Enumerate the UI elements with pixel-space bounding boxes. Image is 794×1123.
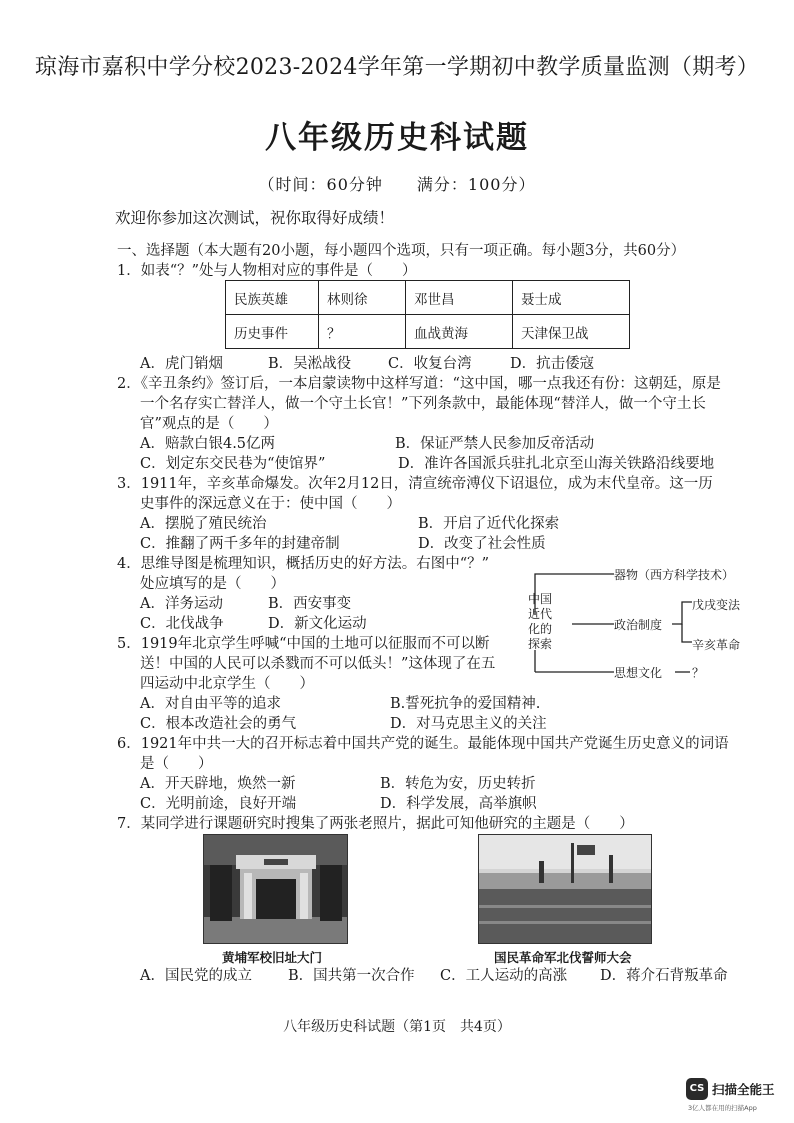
- mind-map-branch-artifacts: 器物（西方科学技术）: [614, 568, 735, 582]
- mind-map-sub-reform: 戊戌变法: [692, 598, 741, 612]
- photo-whampoa-gate-image: [204, 835, 347, 943]
- exam-header: 琼海市嘉积中学分校2023-2024学年第一学期初中教学质量监测（期考）: [34, 55, 760, 80]
- photo-caption: 国民革命军北伐誓师大会: [494, 950, 632, 965]
- option-d: D．对马克思主义的关注: [390, 716, 547, 732]
- table-cell: 天津保卫战: [513, 315, 630, 349]
- scanner-tagline: 3亿人都在用的扫描App: [688, 1104, 757, 1112]
- question-5-line: 四运动中北京学生（ ）: [140, 676, 314, 692]
- scanner-brand: 扫描全能王: [712, 1082, 775, 1097]
- table-cell: 聂士成: [513, 281, 630, 315]
- option-a: A．洋务运动: [140, 596, 223, 612]
- option-c: C．收复台湾: [388, 356, 472, 372]
- table-cell: 民族英雄: [226, 281, 319, 315]
- option-d: D．改变了社会性质: [418, 536, 546, 552]
- welcome-message: 欢迎你参加这次测试，祝你取得好成绩！: [115, 209, 395, 227]
- option-b: B．转危为安，历史转折: [380, 776, 536, 792]
- option-c: C．光明前途，良好开端: [140, 796, 297, 812]
- option-a: A．国民党的成立: [140, 968, 252, 984]
- photo-whampoa-gate: [203, 834, 348, 944]
- question-3-line: 史事件的深远意义在于：使中国（ ）: [140, 496, 401, 512]
- question-7-stem: 7．某同学进行课题研究时搜集了两张老照片，据此可知他研究的主题是（ ）: [117, 816, 634, 832]
- table-cell: ？: [319, 315, 406, 349]
- section-heading: 一、选择题（本大题有20小题，每小题四个选项，只有一项正确。每小题3分，共60分）: [117, 243, 686, 259]
- option-a: A．摆脱了殖民统治: [140, 516, 267, 532]
- mind-map-root: 中国 近代 化的 探索: [528, 592, 553, 651]
- mind-map-unknown: ？: [692, 666, 705, 680]
- question-3-line: 3．1911年，辛亥革命爆发。次年2月12日，清宣统帝溥仪下诏退位，成为末代皇帝。这一历: [117, 476, 713, 492]
- question-6-line: 是（ ）: [140, 756, 213, 772]
- exam-time-score: （时间：60分钟 满分：100分）: [258, 175, 536, 194]
- question-2-line: 官”观点的是（ ）: [140, 416, 278, 432]
- table-cell: 血战黄海: [406, 315, 513, 349]
- question-5-line: 5．1919年北京学生呼喊“中国的土地可以征服而不可以断: [117, 636, 490, 652]
- question-4-line: 4．思维导图是梳理知识，概括历史的好方法。右图中“？”: [117, 556, 490, 572]
- option-d: D．科学发展，高举旗帜: [380, 796, 537, 812]
- option-b: B．西安事变: [268, 596, 352, 612]
- option-a: A．开天辟地，焕然一新: [140, 776, 296, 792]
- question-2-line: 一个名存实亡替洋人，做一个守土长官！”下列条款中，最能体现“替洋人，做一个守土长: [140, 396, 706, 412]
- table-cell: 历史事件: [226, 315, 319, 349]
- option-d: D．蒋介石背叛革命: [600, 968, 728, 984]
- question-1-stem: 1．如表“？”处与人物相对应的事件是（ ）: [117, 263, 417, 279]
- photo-northern-expedition-rally: [478, 834, 652, 944]
- option-a: A．赔款白银4.5亿两: [140, 436, 276, 452]
- question-4-line: 处应填写的是（ ）: [140, 576, 285, 592]
- option-d: D．抗击倭寇: [510, 356, 595, 372]
- option-c: C．北伐战争: [140, 616, 224, 632]
- option-c: C．推翻了两千多年的封建帝制: [140, 536, 340, 552]
- option-c: C．根本改造社会的勇气: [140, 716, 297, 732]
- question-5-line: 送！中国的人民可以杀戮而不可以低头！”这体现了在五: [140, 656, 496, 672]
- table-row: [226, 281, 630, 315]
- question-2-line: 2．《辛丑条约》签订后，一本启蒙读物中这样写道：“这中国，哪一点我还有份：这朝廷，原是: [117, 376, 721, 392]
- table-cell: 邓世昌: [406, 281, 513, 315]
- page-title: 八年级历史科试题: [265, 120, 529, 156]
- question-6-line: 6．1921年中共一大的召开标志着中国共产党的诞生。最能体现中国共产党诞生历史意义的词语: [117, 736, 729, 752]
- photo-caption: 黄埔军校旧址大门: [222, 950, 323, 965]
- mind-map-branch-thought: 思想文化: [614, 666, 663, 680]
- camscanner-logo-icon: CS: [686, 1078, 708, 1100]
- question-1-table: [225, 280, 630, 349]
- option-a: A．虎门销烟: [140, 356, 223, 372]
- option-c: C．工人运动的高涨: [440, 968, 568, 984]
- photo-northern-expedition-rally-image: [479, 835, 651, 943]
- mind-map-branch-politics: 政治制度: [614, 618, 663, 632]
- option-d: D．准许各国派兵驻扎北京至山海关铁路沿线要地: [398, 456, 715, 472]
- option-b: B．吴淞战役: [268, 356, 352, 372]
- table-row: [226, 315, 630, 349]
- option-a: A．对自由平等的追求: [140, 696, 281, 712]
- option-d: D．新文化运动: [268, 616, 367, 632]
- option-c: C．划定东交民巷为“使馆界”: [140, 456, 326, 472]
- option-b: B．保证严禁人民参加反帝活动: [395, 436, 595, 452]
- page-footer: 八年级历史科试题（第1页 共4页）: [283, 1019, 511, 1035]
- option-b: B．国共第一次合作: [288, 968, 415, 984]
- table-cell: 林则徐: [319, 281, 406, 315]
- mind-map-sub-revolution: 辛亥革命: [692, 638, 741, 652]
- option-b: B．开启了近代化探索: [418, 516, 560, 532]
- option-b: B.誓死抗争的爱国精神.: [390, 696, 541, 712]
